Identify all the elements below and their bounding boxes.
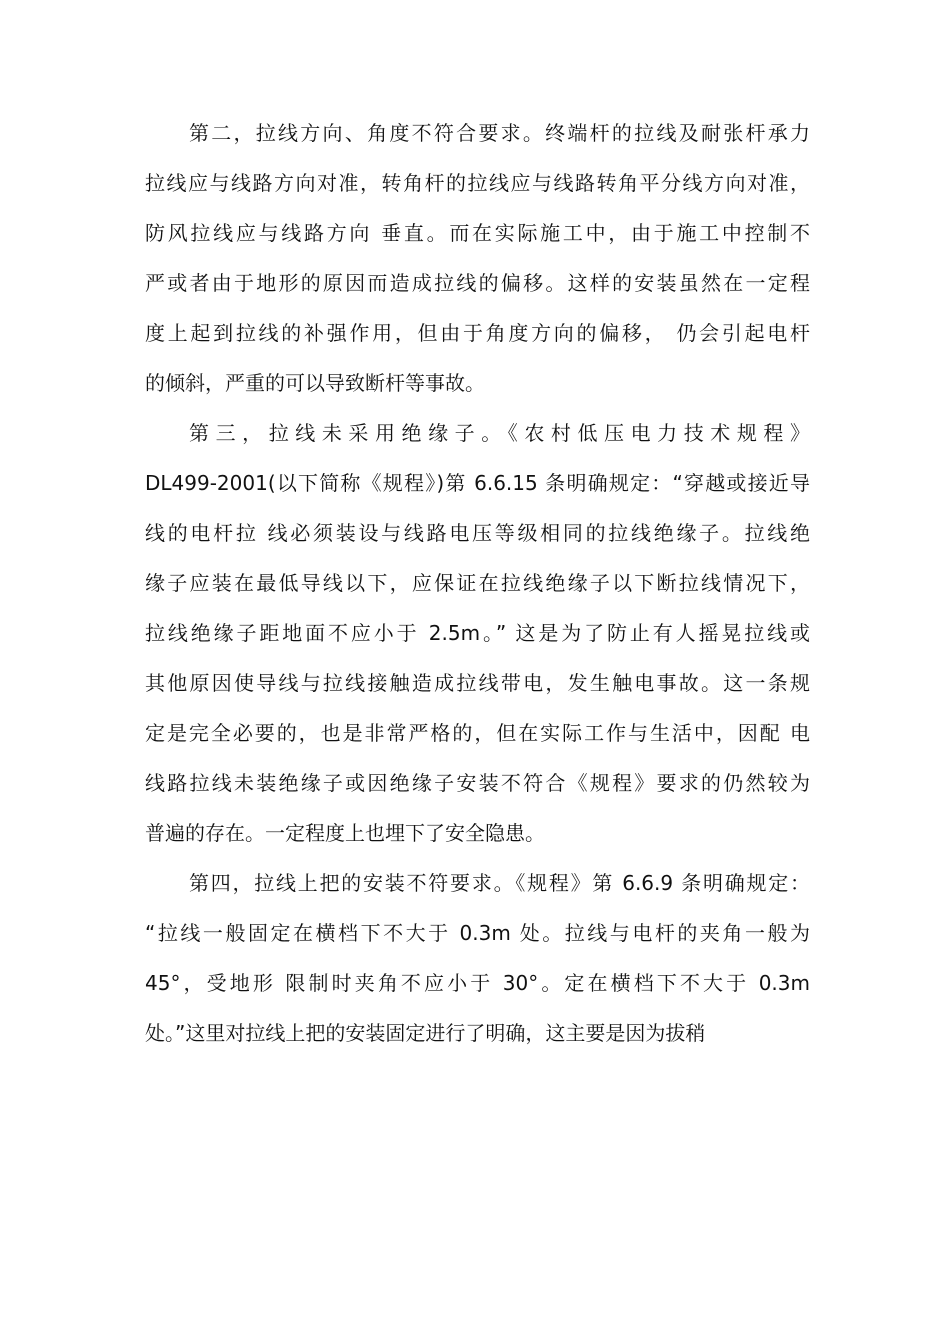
text-line: 第三，拉线未采用绝缘子。《农村低压电力技术规程》	[189, 421, 810, 445]
text-line: 线路拉线未装绝缘子或因绝缘子安装不符合《规程》要求的仍然较为	[145, 771, 810, 795]
text-line: 第四，拉线上把的安装不符要求。《规程》第 6.6.9 条明确规定：	[189, 871, 810, 895]
text-line: 缘子应装在最低导线以下，应保证在拉线绝缘子以下断拉线情况下，	[145, 571, 810, 595]
text-line: 定是完全必要的，也是非常严格的，但在实际工作与生活中，因配 电	[145, 721, 810, 745]
paragraph-upper-fixing	[145, 858, 810, 1058]
paragraph-guy-wire-direction	[145, 108, 810, 408]
text-line: 严或者由于地形的原因而造成拉线的偏移。这样的安装虽然在一定程	[145, 271, 810, 295]
text-line: 第二，拉线方向、角度不符合要求。终端杆的拉线及耐张杆承力	[189, 121, 810, 145]
text-line: 度上起到拉线的补强作用，但由于角度方向的偏移， 仍会引起电杆	[145, 321, 810, 345]
document-body	[145, 108, 810, 1058]
text-line: 线的电杆拉 线必须装设与线路电压等级相同的拉线绝缘子。拉线绝	[145, 521, 810, 545]
text-line: 处。”这里对拉线上把的安装固定进行了明确，这主要是因为拔稍	[145, 1021, 706, 1045]
paragraph-insulator	[145, 408, 810, 858]
text-line: “拉线一般固定在横档下不大于 0.3m 处。拉线与电杆的夹角一般为	[145, 921, 810, 945]
text-line: DL499-2001(以下简称《规程》)第 6.6.15 条明确规定：“穿越或接近导	[145, 471, 810, 495]
text-line: 45°，受地形 限制时夹角不应小于 30°。定在横档下不大于 0.3m	[145, 971, 810, 995]
text-line: 拉线应与线路方向对准，转角杆的拉线应与线路转角平分线方向对准，	[145, 171, 810, 195]
text-line: 普遍的存在。一定程度上也埋下了安全隐患。	[145, 821, 545, 845]
text-line: 防风拉线应与线路方向 垂直。而在实际施工中，由于施工中控制不	[145, 221, 810, 245]
text-line: 其他原因使导线与拉线接触造成拉线带电，发生触电事故。这一条规	[145, 671, 810, 695]
text-line: 的倾斜，严重的可以导致断杆等事故。	[145, 371, 485, 395]
text-line: 拉线绝缘子距地面不应小于 2.5m。” 这是为了防止有人摇晃拉线或	[145, 621, 810, 645]
